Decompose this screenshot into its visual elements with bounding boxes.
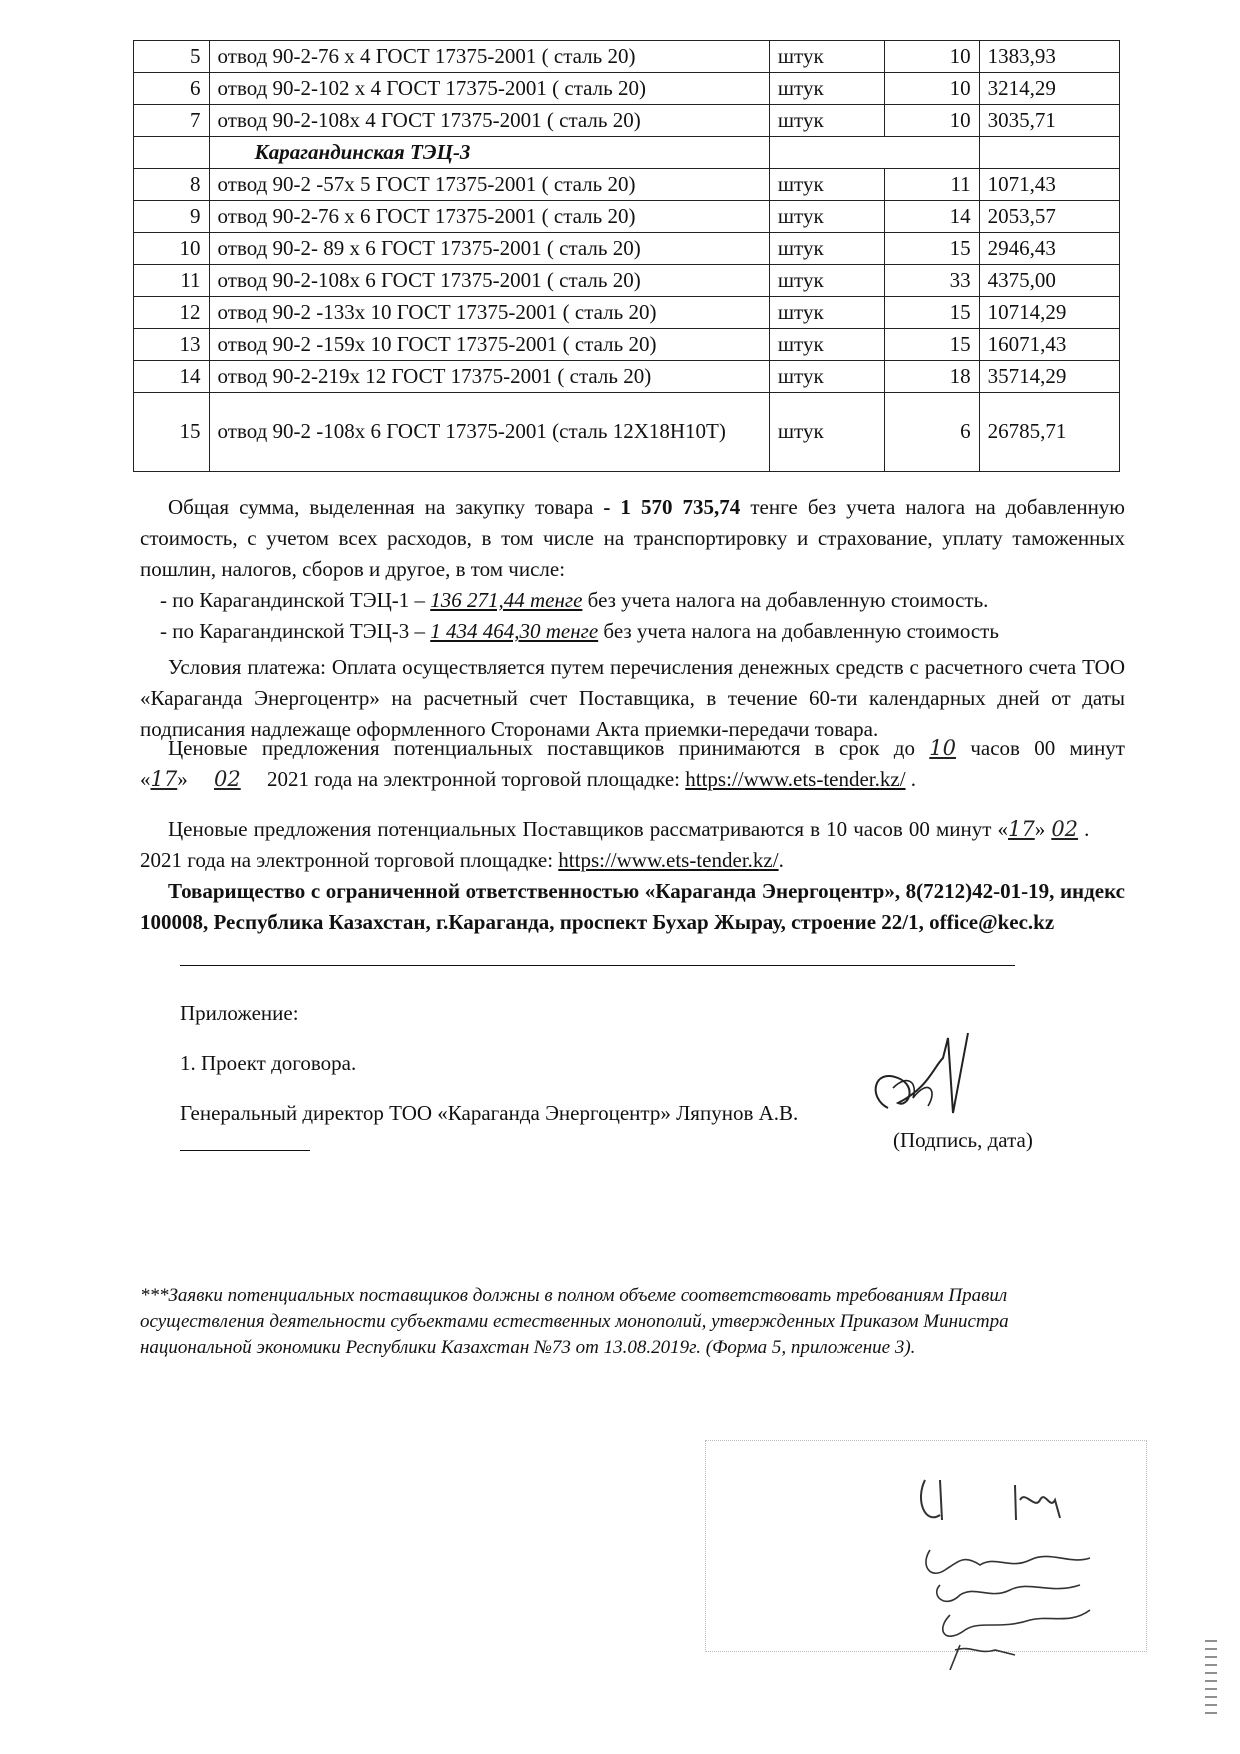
cell-qty: 10 (884, 73, 979, 105)
review-paragraph: Ценовые предложения потенциальных Поставщиков рассматриваются в 10 часов 00 минут «17» 02 . 2021 года на электронной торговой площадке: https://www.ets-tender.kz/. (140, 817, 1126, 872)
cell-unit: штук (769, 361, 884, 393)
cell-price: 26785,71 (979, 393, 1119, 472)
deadline-hour-handwritten: 10 (929, 736, 957, 760)
cell-price: 2946,43 (979, 233, 1119, 265)
cell-unit: штук (769, 105, 884, 137)
tec1-amount-line: - по Карагандинской ТЭЦ-1 – 136 271,44 тенге без учета налога на добавленную стоимость. (160, 588, 989, 612)
deadline-paragraph: Ценовые предложения потенциальных поставщиков принимаются в срок до 10 часов 00 минут «17» 02 2021 года на электронной торговой площадке: https://www.ets-tender.kz/ . (140, 736, 1125, 791)
cell-num: 11 (134, 265, 210, 297)
table-row (134, 41, 1120, 73)
cell-num: 15 (134, 393, 210, 472)
cell-qty: 10 (884, 41, 979, 73)
cell-num: 13 (134, 329, 210, 361)
table-row (134, 105, 1120, 137)
cell-unit: штук (769, 297, 884, 329)
tec3-amount: 1 434 464,30 тенге (430, 619, 599, 643)
cell-num: 7 (134, 105, 210, 137)
cell-qty: 18 (884, 361, 979, 393)
cell-name: отвод 90-2-102 х 4 ГОСТ 17375-2001 ( сталь 20) (209, 73, 769, 105)
cell-price: 4375,00 (979, 265, 1119, 297)
tec1-amount: 136 271,44 тенге (430, 588, 583, 612)
cell-name: отвод 90-2- 89 х 6 ГОСТ 17375-2001 ( сталь 20) (209, 233, 769, 265)
cell-unit: штук (769, 393, 884, 472)
table-row (134, 233, 1120, 265)
table-row (134, 329, 1120, 361)
cell-name: отвод 90-2 -108х 6 ГОСТ 17375-2001 (сталь 12Х18Н10Т) (209, 393, 769, 472)
review-link[interactable]: https://www.ets-tender.kz/ (558, 848, 779, 872)
cell-unit (769, 137, 884, 169)
cell-num: 10 (134, 233, 210, 265)
cell-qty: 6 (884, 393, 979, 472)
cell-qty: 33 (884, 265, 979, 297)
cell-num: 12 (134, 297, 210, 329)
scan-edge-marks (1205, 1640, 1217, 1720)
cell-price: 10714,29 (979, 297, 1119, 329)
cell-price: 35714,29 (979, 361, 1119, 393)
handwritten-signatures-icon (920, 1470, 1150, 1670)
review-month-handwritten: 02 (1051, 817, 1079, 841)
cell-name: отвод 90-2-108х 6 ГОСТ 17375-2001 ( сталь 20) (209, 265, 769, 297)
cell-name: отвод 90-2-219х 12 ГОСТ 17375-2001 ( сталь 20) (209, 361, 769, 393)
separator-line (180, 965, 1015, 966)
deadline-month-handwritten: 02 (213, 767, 241, 791)
cell-price (979, 137, 1119, 169)
cell-name: отвод 90-2-108х 4 ГОСТ 17375-2001 ( сталь 20) (209, 105, 769, 137)
cell-price: 3214,29 (979, 73, 1119, 105)
appendix-title: Приложение: (180, 1001, 299, 1025)
cell-qty: 11 (884, 169, 979, 201)
items-table (133, 40, 1120, 472)
cell-qty: 15 (884, 329, 979, 361)
deadline-link[interactable]: https://www.ets-tender.kz/ (685, 767, 906, 791)
cell-name: отвод 90-2-76 х 6 ГОСТ 17375-2001 ( сталь 20) (209, 201, 769, 233)
cell-name: отвод 90-2 -159х 10 ГОСТ 17375-2001 ( сталь 20) (209, 329, 769, 361)
signature-blank (180, 1132, 310, 1151)
cell-price: 2053,57 (979, 201, 1119, 233)
cell-unit: штук (769, 41, 884, 73)
cell-price: 3035,71 (979, 105, 1119, 137)
table-row (134, 169, 1120, 201)
table-row (134, 265, 1120, 297)
cell-num: 9 (134, 201, 210, 233)
cell-unit: штук (769, 201, 884, 233)
deadline-day-handwritten: 17 (150, 767, 178, 791)
signatory-line: Генеральный директор ТОО «Караганда Энергоцентр» Ляпунов А.В. (180, 1098, 880, 1160)
cell-qty: 15 (884, 297, 979, 329)
section-title: Карагандинская ТЭЦ-3 (209, 137, 769, 169)
table-row (134, 73, 1120, 105)
cell-qty (884, 137, 979, 169)
cell-unit: штук (769, 73, 884, 105)
cell-qty: 10 (884, 105, 979, 137)
section-row (134, 137, 1120, 169)
signature-icon (858, 1028, 978, 1128)
cell-price: 16071,43 (979, 329, 1119, 361)
table-row (134, 201, 1120, 233)
total-amount: - 1 570 735,74 (603, 495, 741, 519)
cell-name: отвод 90-2-76 х 4 ГОСТ 17375-2001 ( сталь 20) (209, 41, 769, 73)
signature-caption: (Подпись, дата) (893, 1128, 1033, 1152)
cell-num: 6 (134, 73, 210, 105)
cell-qty: 14 (884, 201, 979, 233)
payment-terms-paragraph: Условия платежа: Оплата осуществляется путем перечисления денежных средств с расчетного счета ТОО «Караганда Энергоцентр» на расчетный счет Поставщика, в течение 60-ти календарных дней от даты подписания надлежаще оформленного Сторонами Акта приемки-передачи товара. (140, 655, 1125, 741)
cell-num: 14 (134, 361, 210, 393)
cell-num: 5 (134, 41, 210, 73)
cell-price: 1383,93 (979, 41, 1119, 73)
cell-name: отвод 90-2 -57х 5 ГОСТ 17375-2001 ( сталь 20) (209, 169, 769, 201)
table-row (134, 361, 1120, 393)
cell-price: 1071,43 (979, 169, 1119, 201)
cell-unit: штук (769, 169, 884, 201)
tec3-amount-line: - по Карагандинской ТЭЦ-3 – 1 434 464,30 тенге без учета налога на добавленную стоимость (160, 619, 999, 643)
appendix-item-1: 1. Проект договора. (180, 1051, 357, 1075)
cell-num (134, 137, 210, 169)
company-details: Товарищество с ограниченной ответственностью «Караганда Энергоцентр», 8(7212)42-01-19, индекс 100008, Республика Казахстан, г.Караганда, проспект Бухар Жырау, строение 22/1, office@kec.kz (140, 879, 1125, 934)
cell-num: 8 (134, 169, 210, 201)
cell-qty: 15 (884, 233, 979, 265)
cell-unit: штук (769, 329, 884, 361)
footnote: ***Заявки потенциальных поставщиков должны в полном объеме соответствовать требованиям Правил осуществления деятельности субъектами естественных монополий, утвержденных Приказом Министра национальной экономики Республики Казахстан №73 от 13.08.2019г. (Форма 5, приложение 3). (140, 1285, 1009, 1358)
cell-unit: штук (769, 233, 884, 265)
total-sum-paragraph: Общая сумма, выделенная на закупку товара - 1 570 735,74 тенге без учета налога на добавленную стоимость, с учетом всех расходов, в том числе на транспортировку и страхование, уплату таможенных пошлин, налогов, сборов и другое, в том числе: (140, 495, 1125, 581)
cell-unit: штук (769, 265, 884, 297)
table-row (134, 393, 1120, 472)
cell-name: отвод 90-2 -133х 10 ГОСТ 17375-2001 ( сталь 20) (209, 297, 769, 329)
review-day-handwritten: 17 (1008, 817, 1035, 841)
table-row (134, 297, 1120, 329)
